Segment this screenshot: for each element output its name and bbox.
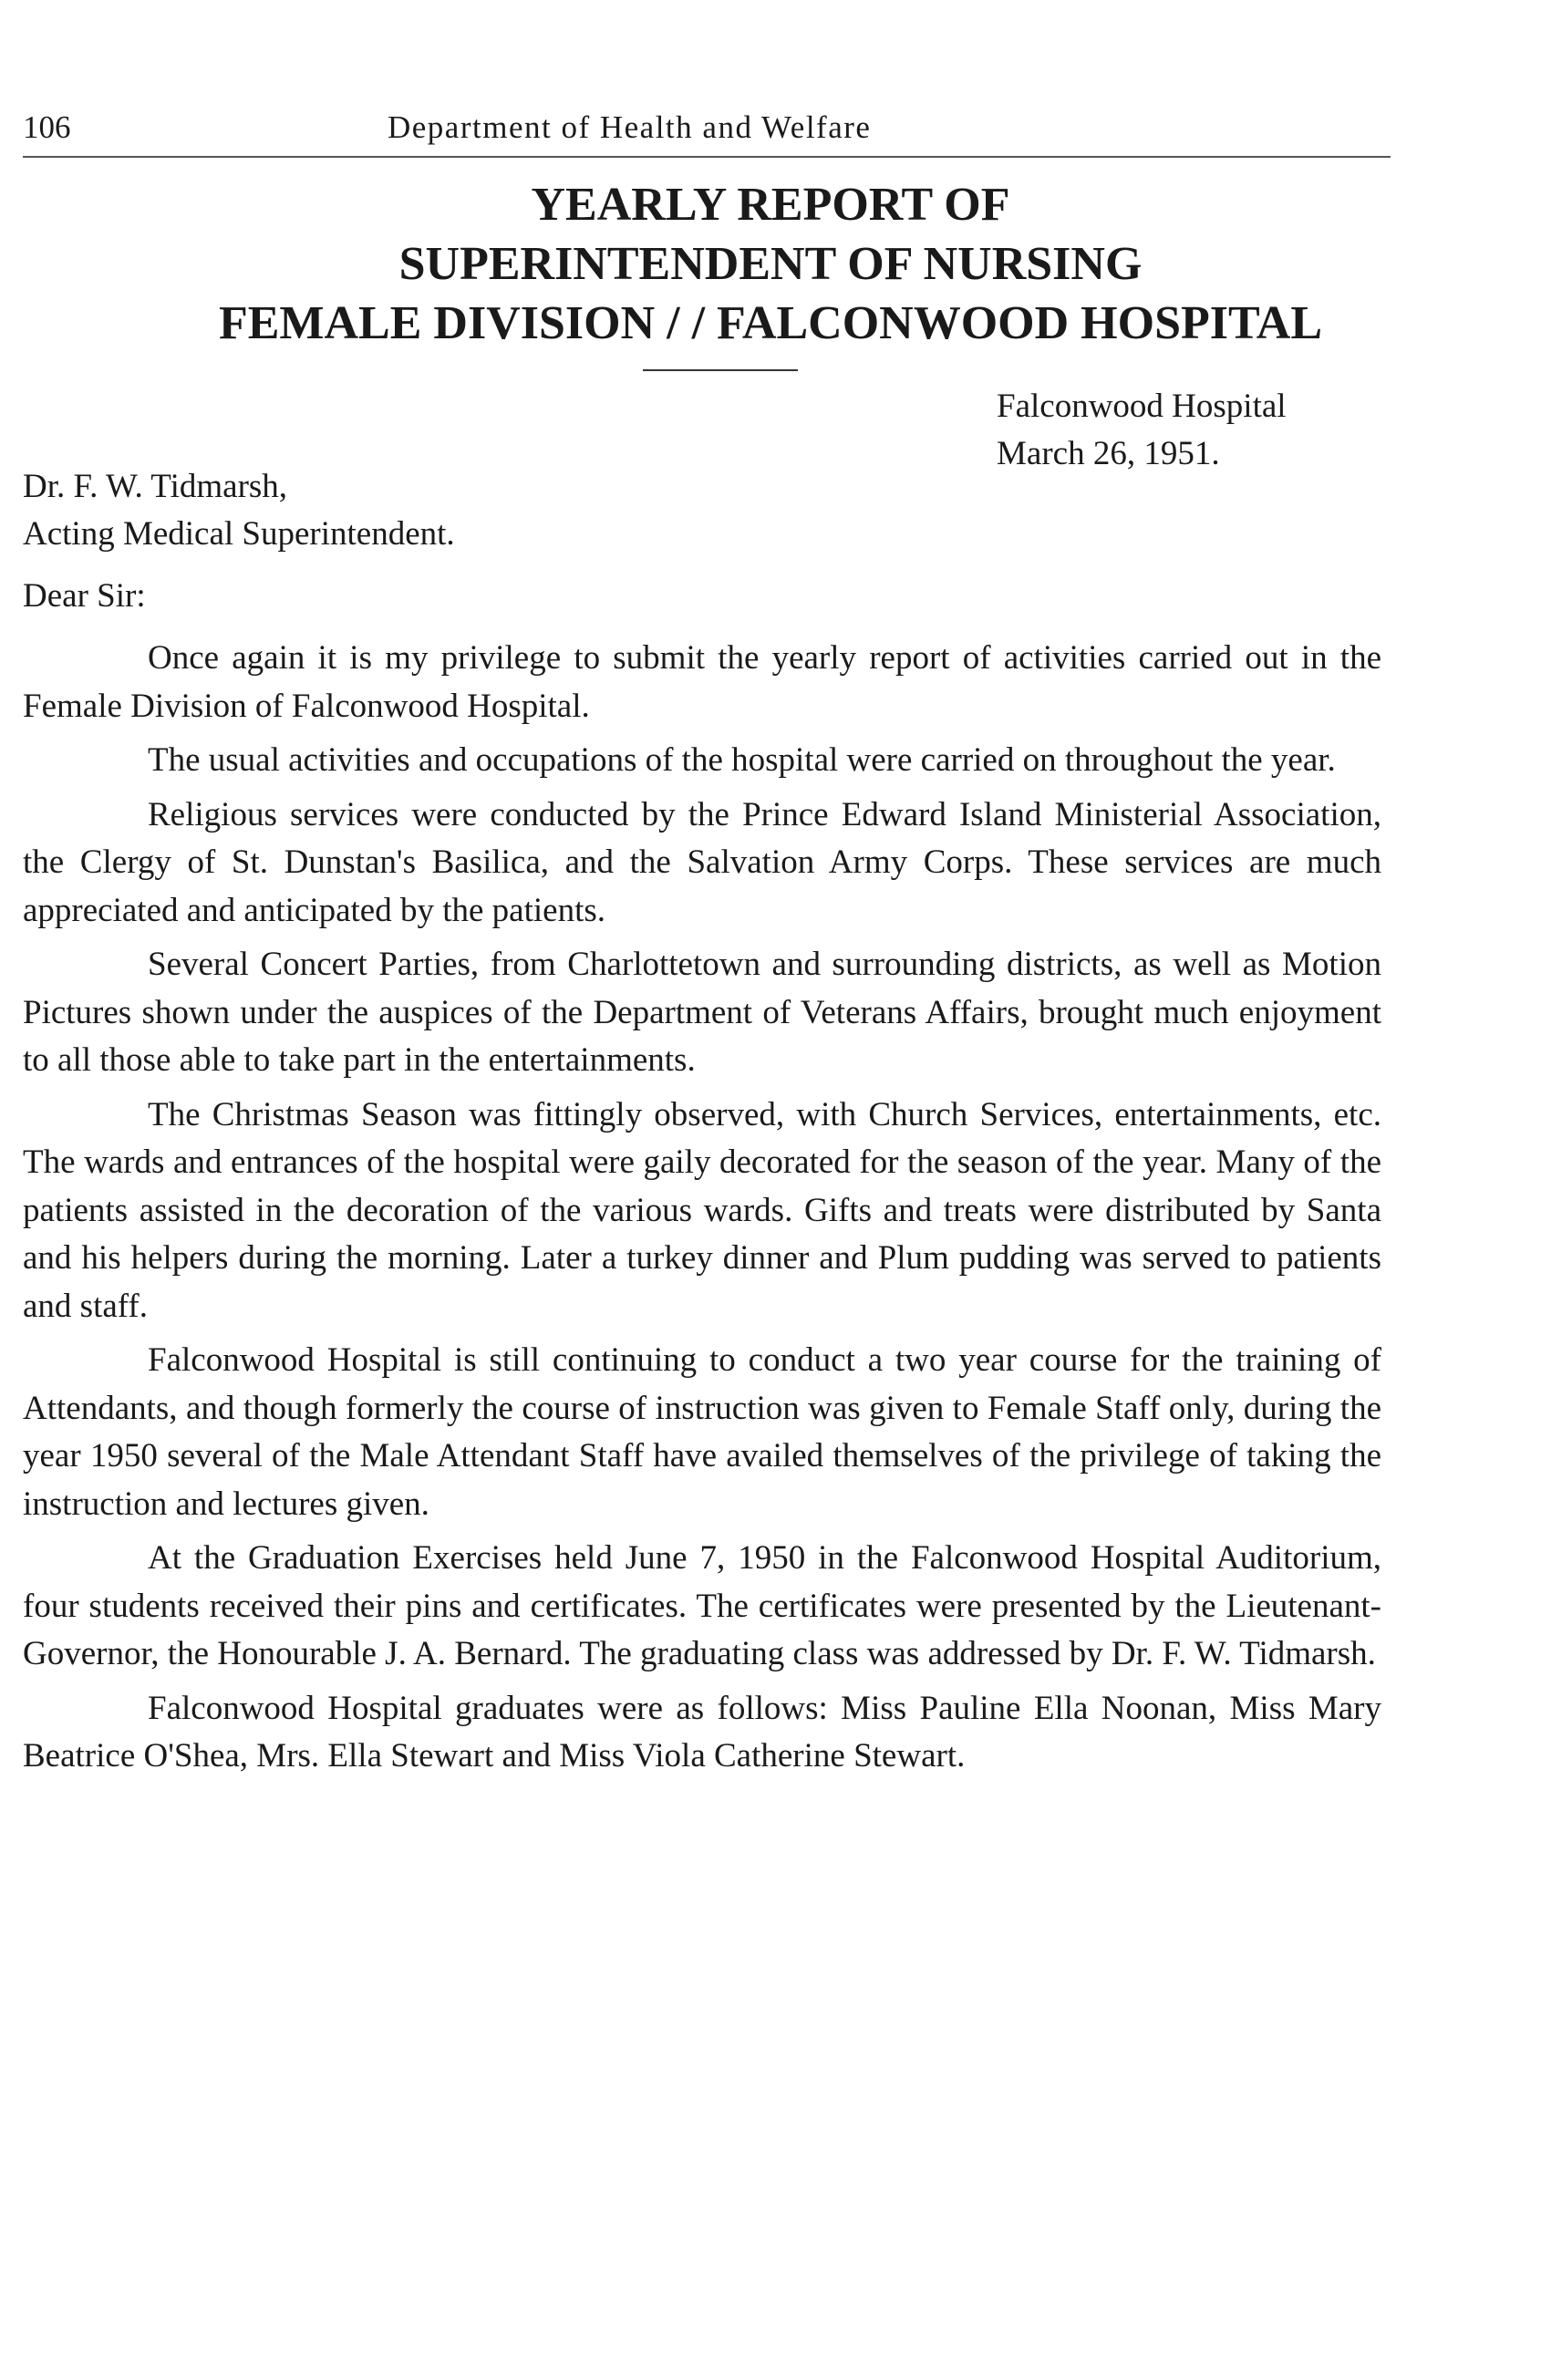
paragraph: At the Graduation Exercises held June 7, 1950 in the Falconwood Hospital Auditorium, four students received their pins and certificates. The certificates were presented by the Lieutenant-Governor, the Honourable J. A. Bernard. The graduating class was addressed by Dr. F. W. Tidmarsh. [23, 1539, 1381, 1672]
page-number: 106 [23, 109, 71, 145]
paragraph: Falconwood Hospital graduates were as follows: Miss Pauline Ella Noonan, Miss Mary Beatrice O'Shea, Mrs. Ella Stewart and Miss Viola Catherine Stewart. [23, 1689, 1381, 1775]
paragraph: Falconwood Hospital is still continuing to conduct a two year course for the training of Attendants, and though formerly the course of instruction was given to Female Staff only, during the year 1950 several of the Male Attendant Staff have availed themselves of the privilege of taking the instruction and lectures given. [23, 1341, 1381, 1523]
report-title-line-3: FEMALE DIVISION / / FALCONWOOD HOSPITAL [218, 297, 1323, 349]
header-rule [23, 156, 1391, 158]
running-title: Department of Health and Welfare [388, 109, 872, 145]
report-title-line-2: SUPERINTENDENT OF NURSING [398, 238, 1143, 290]
paragraph: Religious services were conducted by the Prince Edward Island Ministerial Association, the Clergy of St. Dunstan's Basilica, and the Salvation Army Corps. These services are much appreciated and anticipated by the patients. [23, 795, 1381, 929]
salutation: Dear Sir: [23, 577, 146, 615]
recipient-name: Dr. F. W. Tidmarsh, [23, 468, 288, 505]
recipient-title: Acting Medical Superintendent. [23, 515, 455, 553]
letter-date: March 26, 1951. [997, 435, 1220, 472]
report-title-line-1: YEARLY REPORT OF [531, 179, 1010, 231]
paragraph: The usual activities and occupations of the hospital were carried on throughout the year. [148, 741, 1336, 779]
paragraph: The Christmas Season was fittingly observed, with Church Services, entertainments, etc. The wards and entrances of the hospital were gaily decorated for the season of the year. Many of the patients assisted in the decoration of the various wards. Gifts and treats were distributed by Santa and his helpers during the morning. Later a turkey dinner and Plum pudding was served to patients and staff. [23, 1095, 1381, 1325]
report-body [23, 635, 1381, 1787]
letter-place: Falconwood Hospital [997, 388, 1287, 425]
title-rule [643, 369, 798, 371]
paragraph: Once again it is my privilege to submit the yearly report of activities carried out in the Female Division of Falconwood Hospital. [23, 639, 1381, 725]
paragraph: Several Concert Parties, from Charlottetown and surrounding districts, as well as Motion Pictures shown under the auspices of the Department of Veterans Affairs, brought much enjoyment to all those able to take part in the entertainments. [23, 946, 1381, 1079]
